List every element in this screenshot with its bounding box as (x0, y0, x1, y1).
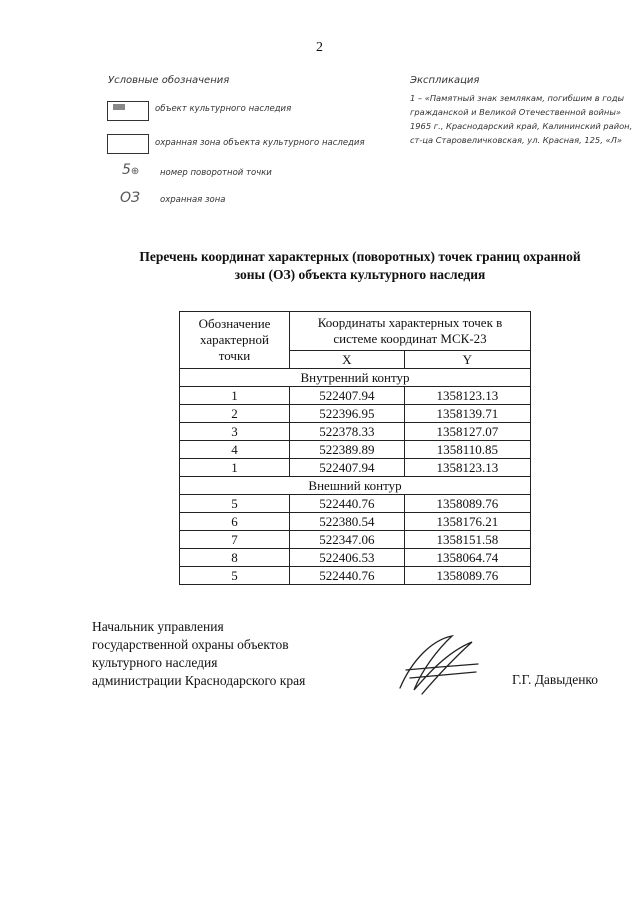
table-row (180, 459, 531, 477)
cell-x: 522378.33 (290, 423, 405, 441)
legend-object-label: объект культурного наследия (155, 104, 292, 114)
document-heading (100, 248, 620, 284)
section-outer-title: Внешний контур (180, 477, 531, 495)
explication-title: Экспликация (410, 75, 480, 86)
cell-x: 522380.54 (290, 513, 405, 531)
signatory-title (92, 618, 305, 690)
table-row (180, 513, 531, 531)
legend-zone-label: охранная зона объекта культурного наследия (155, 138, 365, 148)
legend-title: Условные обозначения (108, 75, 230, 86)
signatory-line: администрации Краснодарского края (92, 673, 306, 688)
cell-x: 522396.95 (290, 405, 405, 423)
table-row (180, 549, 531, 567)
header-point-line: Обозначение (198, 316, 271, 331)
cell-x: 522440.76 (290, 567, 405, 585)
signatory-line: государственной охраны объектов (92, 637, 289, 652)
cell-point: 6 (180, 513, 290, 531)
signatory-line: Начальник управления (92, 619, 224, 634)
table-row (180, 495, 531, 513)
table-row (180, 405, 531, 423)
legend-zone-swatch (107, 134, 149, 154)
page-number: 2 (316, 40, 323, 55)
cell-y: 1358176.21 (404, 513, 530, 531)
header-coords-line: системе координат МСК-23 (333, 331, 487, 346)
cell-point: 3 (180, 423, 290, 441)
table-row (180, 531, 531, 549)
header-coords-line: Координаты характерных точек в (317, 315, 503, 330)
legend-point-label: номер поворотной точки (160, 168, 272, 178)
cell-x: 522407.94 (290, 459, 405, 477)
cell-y: 1358123.13 (404, 387, 530, 405)
cell-x: 522347.06 (290, 531, 405, 549)
cell-y: 1358089.76 (404, 495, 530, 513)
legend-zone-abbr-label: охранная зона (160, 195, 226, 205)
table-row (180, 441, 531, 459)
explication-line: 1965 г., Краснодарский край, Калининский район, (410, 121, 633, 131)
section-row-outer (180, 477, 531, 495)
header-coordinates (290, 312, 531, 351)
header-point-line: точки (218, 348, 251, 363)
explication-text (410, 91, 635, 147)
cell-x: 522407.94 (290, 387, 405, 405)
cell-x: 522440.76 (290, 495, 405, 513)
cell-point: 1 (180, 459, 290, 477)
handwritten-signature (392, 630, 482, 700)
signatory-line: культурного наследия (92, 655, 218, 670)
signer-name: Г.Г. Давыденко (512, 672, 599, 687)
header-x: X (290, 351, 405, 369)
coordinates-table (179, 311, 531, 585)
cell-point: 5 (180, 567, 290, 585)
explication-line: ст-ца Старовеличковская, ул. Красная, 125, «Л» (410, 135, 622, 145)
cell-y: 1358110.85 (404, 441, 530, 459)
cell-y: 1358151.58 (404, 531, 530, 549)
cell-point: 1 (180, 387, 290, 405)
cell-point: 8 (180, 549, 290, 567)
cell-y: 1358089.76 (404, 567, 530, 585)
explication-line: 1 – «Памятный знак землякам, погибшим в годы (410, 93, 625, 103)
cell-point: 7 (180, 531, 290, 549)
cell-point: 4 (180, 441, 290, 459)
table-row (180, 567, 531, 585)
table-header-row (180, 312, 531, 351)
legend-point-number: 5 (122, 162, 131, 178)
explication-line: гражданской и Великой Отечественной войны» (410, 107, 622, 117)
cell-point: 5 (180, 495, 290, 513)
cell-point: 2 (180, 405, 290, 423)
section-row-inner (180, 369, 531, 387)
section-inner-title: Внутренний контур (180, 369, 531, 387)
table-row (180, 387, 531, 405)
cell-y: 1358123.13 (404, 459, 530, 477)
point-marker-icon: ⊕ (130, 166, 140, 177)
cell-y: 1358127.07 (404, 423, 530, 441)
legend-zone-symbol: ОЗ (120, 190, 140, 206)
cell-x: 522406.53 (290, 549, 405, 567)
cell-y: 1358139.71 (404, 405, 530, 423)
heading-line-2: зоны (ОЗ) объекта культурного наследия (234, 267, 486, 282)
header-point-line: характерной (200, 332, 269, 347)
header-point (180, 312, 290, 369)
cell-x: 522389.89 (290, 441, 405, 459)
table-row (180, 423, 531, 441)
legend-object-swatch (107, 101, 149, 121)
cell-y: 1358064.74 (404, 549, 530, 567)
heading-line-1: Перечень координат характерных (поворотных) точек границ охранной (139, 249, 581, 264)
header-y: Y (404, 351, 530, 369)
legend-point-symbol (122, 162, 139, 178)
